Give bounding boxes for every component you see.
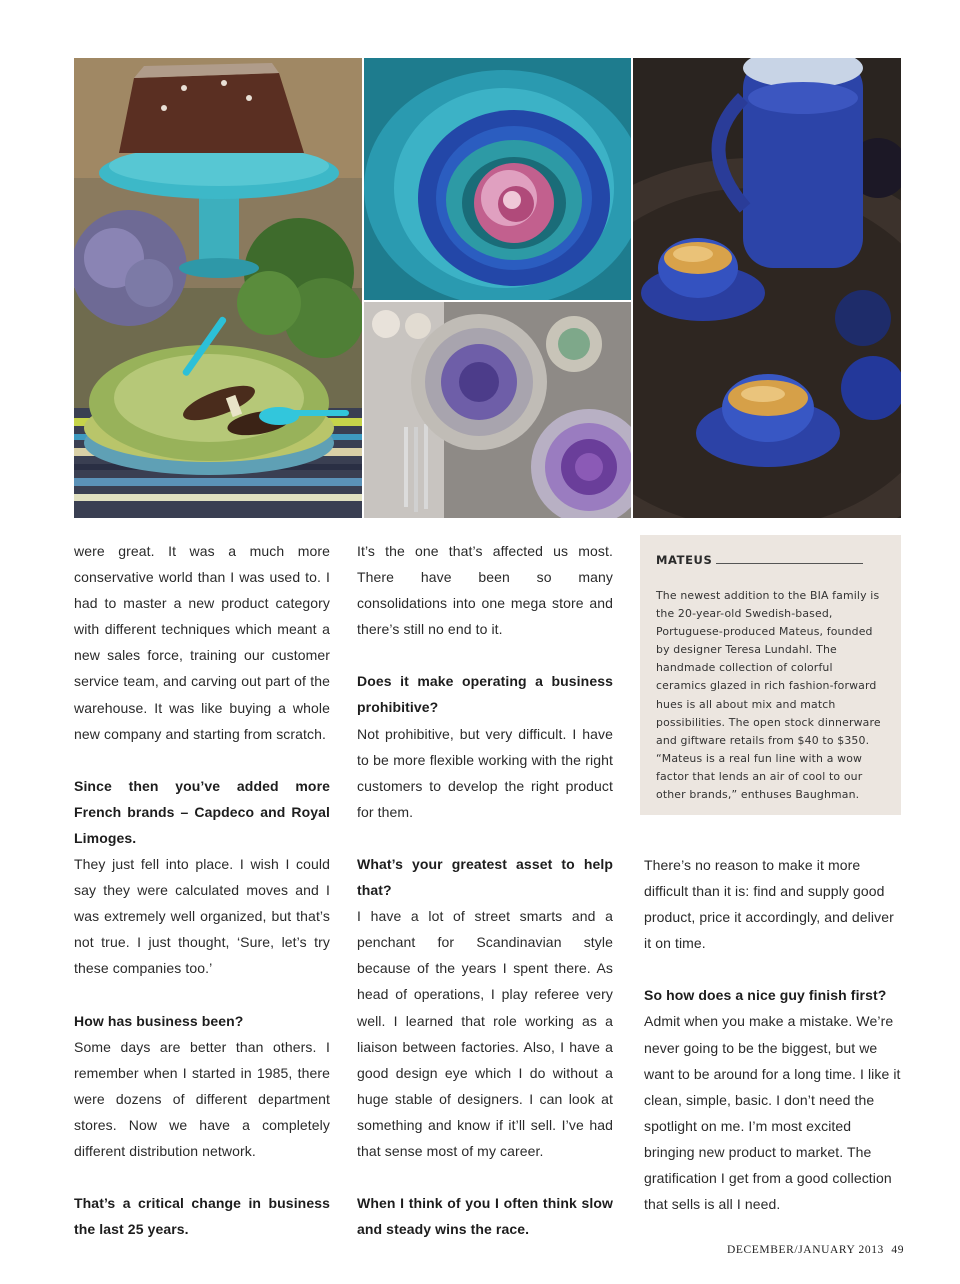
answer-paragraph: were great. It was a much more conservative world than I was used to. I had to master a new product category with different techniques which meant a new sales force, training our customer service team, and carving out part of the warehouse. It was like buying a whole new company and starting from scratch. bbox=[74, 543, 330, 742]
sidebar-heading-row bbox=[656, 553, 885, 567]
interview-question: So how does a nice guy finish first? bbox=[644, 987, 887, 1004]
qa-block bbox=[357, 851, 613, 1164]
article-column-1 bbox=[74, 538, 330, 1242]
answer-paragraph: It’s the one that’s affected us most. There have been so many consolidations into one mega store and there’s still no end to it. bbox=[357, 543, 613, 638]
article-column-3 bbox=[644, 852, 902, 1217]
interview-question: How has business been? bbox=[74, 1012, 244, 1029]
interview-answer: I have a lot of street smarts and a penchant for Scandinavian style because of the years I spent there. As head of operations, I play referee very well. I learned that role working as a liaison between factories. Also, I have a good design eye which I do without a huge stable of designers. I can look at something and know if it’ll sell. I’ve had that sense most of my career. bbox=[357, 908, 613, 1159]
qa-block bbox=[357, 668, 613, 825]
sidebar-rule bbox=[716, 563, 863, 564]
interview-answer: Admit when you make a mistake. We’re never going to be the biggest, but we want to be around for a long time. I like it clean, simple, basic. I don’t need the spotlight on me. I’m most excited bringing new product to market. The gratification I get from a good collection that sells is all I need. bbox=[644, 1013, 901, 1213]
sidebar-body: The newest addition to the BIA family is the 20-year-old Swedish-based, Portuguese-produced Mateus, founded by designer Teresa Lundahl. The handmade collection of colorful ceramics glazed in rich fashion-forward hues is all about mix and match possibilities. The open stock dinnerware and giftware retails from $40 to $350. “Mateus is a real fun line with a wow factor that lends an air of cool to our other brands,” enthuses Baughman. bbox=[656, 589, 881, 802]
photo-cake-stand bbox=[74, 58, 362, 518]
qa-block bbox=[644, 982, 902, 1217]
qa-block bbox=[74, 773, 330, 982]
photo-peony-bowls bbox=[364, 58, 631, 300]
interview-question: What’s your greatest asset to help that? bbox=[357, 855, 613, 899]
interview-answer: Not prohibitive, but very difficult. I have to be more flexible working with the right customers to develop the right product for them. bbox=[357, 725, 613, 820]
interview-answer: Some days are better than others. I remember when I started in 1985, there were dozens of different department stores. Now we have a completely different distribution network. bbox=[74, 1038, 330, 1159]
interview-question: That’s a critical change in business the last 25 years. bbox=[74, 1195, 330, 1238]
photo-blue-tea-set bbox=[633, 58, 901, 518]
page-number: 49 bbox=[891, 1244, 905, 1256]
qa-block bbox=[74, 1190, 330, 1242]
qa-block bbox=[74, 1008, 330, 1165]
interview-question: Does it make operating a business prohibitive? bbox=[357, 673, 613, 716]
page-footer bbox=[727, 1244, 908, 1256]
issue-date: DECEMBER/JANUARY 2013 bbox=[727, 1244, 884, 1256]
interview-question: When I think of you I often think slow and steady wins the race. bbox=[357, 1195, 613, 1238]
mateus-sidebar bbox=[640, 535, 901, 815]
article-column-2 bbox=[357, 538, 613, 1242]
interview-answer: They just fell into place. I wish I could say they were calculated moves and I was extremely well organized, but that’s not true. I just thought, ‘Sure, let’s try these companies too.’ bbox=[74, 856, 330, 977]
interview-question: Since then you’ve added more French brands – Capdeco and Royal Limoges. bbox=[74, 777, 330, 846]
photo-purple-bowls bbox=[364, 302, 631, 518]
sidebar-heading: MATEUS bbox=[656, 553, 713, 567]
qa-block bbox=[357, 1190, 613, 1242]
answer-paragraph: There’s no reason to make it more difficult than it is: find and supply good product, price it accordingly, and deliver it on time. bbox=[644, 857, 894, 952]
